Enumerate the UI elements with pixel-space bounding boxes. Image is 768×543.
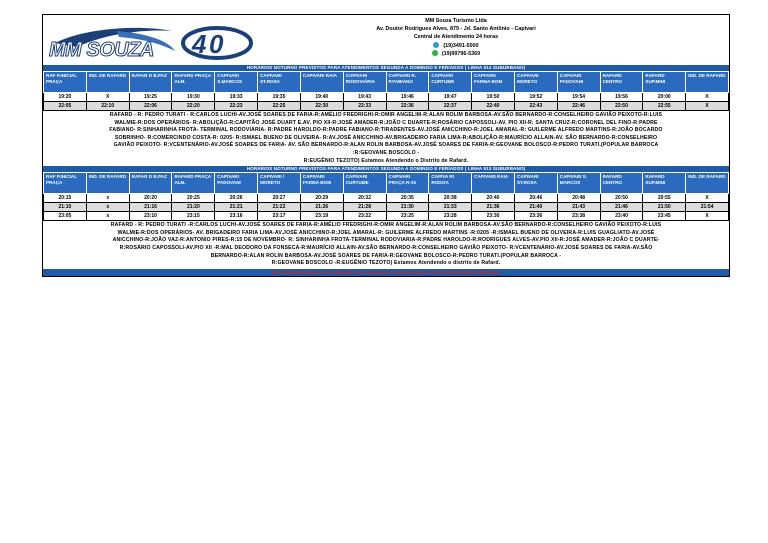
time-cell: 22:46 bbox=[557, 102, 600, 111]
service-hours: Central de Atendimento 24 horas bbox=[413, 34, 499, 41]
table-row bbox=[44, 212, 729, 221]
time-cell: 23:28 bbox=[429, 212, 472, 221]
time-cell: 23:30 bbox=[472, 212, 515, 221]
route-line: GAVIÃO PEIXOTO- R:VCENTENÁRIO-AV.JOSÉ SOARES DE FARIA- AV. SÃO BERNARDO-R:ALAN ROLIN BARBOSA-AV.JOSÉ SOARES DE FARIA-R:GEOVANE BOLOSCO-R:PEDRO TURATI.(POPULAR BARROCA bbox=[113, 142, 659, 149]
brand-name: MM SOUZA bbox=[49, 39, 154, 61]
route-line: R:GEOVANE BOSCOLO -R:EUGÊNIO TEZOTO) Estamos Atendendo o distrito de Rafard. bbox=[271, 260, 501, 267]
time-cell: 22:30 bbox=[300, 102, 343, 111]
time-cell: 20:55 bbox=[643, 194, 686, 203]
time-cell: 21:36 bbox=[472, 203, 515, 212]
time-cell: 23:25 bbox=[386, 212, 429, 221]
time-cell: 23:45 bbox=[643, 212, 686, 221]
time-cell: 20:26 bbox=[215, 194, 258, 203]
time-cell: 23:19 bbox=[300, 212, 343, 221]
time-cell: 21:50 bbox=[643, 203, 686, 212]
time-cell: 23:16 bbox=[215, 212, 258, 221]
time-cell: 19:20 bbox=[44, 93, 87, 102]
column-header: CAPIVARI ST.ROSA bbox=[514, 173, 557, 194]
time-cell: 20:35 bbox=[386, 194, 429, 203]
column-header: IND. DE RAFARD bbox=[686, 72, 729, 93]
time-cell: 23:17 bbox=[258, 212, 301, 221]
time-cell: 21:54 bbox=[686, 203, 729, 212]
svg-text:0: 0 bbox=[209, 29, 224, 59]
route-line: SOBRINHO- R:COMERCINDO COSTA-R: 0205- R:ISMAEL BUENO DE OLIVEIRA- R:AV.JOSÉ ANICCHINO-AV.BRIGADEIRO FARIA LIMA-R:ABOLIÇÃO-R:MAURÍCIO ALLAIN-AV. SÃO BERNARDO-R:CONSELHEIRO bbox=[114, 134, 658, 141]
route-line: RAFARD - R: PEDRO TURATI -R:CARLOS LUCHI-AV.JOSÉ SOARES DE FARIA-R:AMÉLIO FREDRIGHI-R:OMIR ANGELIM-R:ALAN ROLIM BARBOSA-AV.SÃO BERNARDO-R:CONSELHEIRO GAVIÃO PEIXOTO-R:LUIS bbox=[110, 222, 662, 229]
company-address: Av. Doutor Rodrigues Alves, 879 - Jd. Santo Antônio - Capivari bbox=[376, 26, 536, 33]
time-cell: 19:40 bbox=[300, 93, 343, 102]
column-header: CAPIVA RI RODOV. bbox=[429, 173, 472, 194]
time-cell: 21:26 bbox=[300, 203, 343, 212]
time-cell: 22:23 bbox=[215, 102, 258, 111]
column-header: CAPIVARI PRAÇA R-15 bbox=[386, 173, 429, 194]
table-row bbox=[44, 203, 729, 212]
route-line: FABIANO- R:SINHARINHA FROTA- TERMINAL RODOVIARIA- R:PADRE HAROLDO-R:PADRE FABIANO-R:TIRADENTES-AV.JOSÉ ANICCHINO-R:JOEL AMARAL-R: GUILERME ALFREDO MARTINS-R:JOÃO BOCARDO bbox=[109, 127, 663, 134]
column-header: RAFAR D B.PAZ bbox=[129, 72, 172, 93]
time-cell: 19:56 bbox=[600, 93, 643, 102]
time-cell: 19:33 bbox=[215, 93, 258, 102]
column-header: RAFARD SUP.MINI bbox=[643, 72, 686, 93]
column-header: IND. DE RAFARD bbox=[86, 173, 129, 194]
table-row bbox=[44, 102, 729, 111]
time-cell: 20:29 bbox=[300, 194, 343, 203]
time-cell: 21:43 bbox=[557, 203, 600, 212]
route-line: WALMIE-R:DOS OPERÁRIOS- R:ABOLIÇÃO-R:CAPITÃO JOSÉ DUART E.AV. PIO XII-R:JOSÉ AMADER-R:JOÃO C DUARTE-R:ROSÁRIO CAPOSSOLI-AV. PIO XII-R: SANTA CRUZ-R:CORONEL DEL FINO-R:PADRE bbox=[114, 119, 658, 126]
time-cell: 20:20 bbox=[129, 194, 172, 203]
column-header: RAFARD PRAÇA ALM. bbox=[172, 72, 215, 93]
whatsapp-number: (19)99796-5369 bbox=[441, 50, 481, 57]
time-cell: 22:36 bbox=[386, 102, 429, 111]
time-cell: 23:22 bbox=[343, 212, 386, 221]
table-row bbox=[44, 93, 729, 102]
section1-title: HORÁRIOS NOTURNO PREVISTOS PARA ATENDIMENTOS SEGUNDA A DOMINGO E FERIADOS ( LINHA 514 SUBURBANO) bbox=[43, 65, 729, 71]
time-cell: 21:46 bbox=[600, 203, 643, 212]
time-cell: x bbox=[86, 194, 129, 203]
whatsapp-icon bbox=[432, 50, 438, 56]
document-header bbox=[43, 15, 729, 65]
time-cell: 21:16 bbox=[129, 203, 172, 212]
time-cell: 22:06 bbox=[129, 102, 172, 111]
route-line: RAFARD - R: PEDRO TURATI - R:CARLOS LUCHI-AV.JOSÉ SOARES DE FARIA-R:AMÉLIO FREDRIGHI-R:OMIR ANGELIM-R:ALAN ROLIM BARBOSA-AV.SÃO BERNARDO-R:CONSELHEIRO GAVIÃO PEIXOTO-R:LUIS bbox=[109, 112, 663, 118]
time-cell: x bbox=[86, 203, 129, 212]
route-line: ANICCHINO-R:JOÃO VAZ-R:ANTONIO PIRES-R:15 DE NOVEMBRO- R: SINHARINHA FROTA-TERMINAL RODOVIARIA-R:PADRE HAROLDO-R:RODRIGUES ALVES-AV.PIO XII-R:JOSÉ AMADER-R:JOÃO C DUARTE- bbox=[112, 237, 660, 244]
time-cell: 19:46 bbox=[386, 93, 429, 102]
route-line: :R:GEOVANE BOSCOLO - bbox=[352, 149, 420, 156]
time-cell: X bbox=[686, 93, 729, 102]
column-header: CAPIVARI FARMA BOM bbox=[300, 173, 343, 194]
time-cell: 20:25 bbox=[172, 194, 215, 203]
section2-title: HORÁRIOS NOTURNO PREVISTOS PARA ATENDIMENTOS SEGUNDA A DOMINGO E FERIADOS ( LINHA 513 SUBURBANO) bbox=[43, 166, 729, 172]
phone-line bbox=[303, 42, 609, 50]
column-header: RAFARD CENTRO bbox=[600, 72, 643, 93]
column-header: RAFARD SUP.MINI bbox=[643, 173, 686, 194]
phone-number: (19)3491-5000 bbox=[443, 42, 479, 49]
route-line: R:EUGÊNIO TEZOTO) Estamos Atendendo o Distrito de Rafard. bbox=[303, 157, 469, 164]
time-cell: 20:40 bbox=[472, 194, 515, 203]
time-cell: 23:10 bbox=[129, 212, 172, 221]
svg-text:4: 4 bbox=[192, 29, 207, 59]
column-header: CAPIVARI ST.ROSA bbox=[258, 72, 301, 93]
time-cell: 19:25 bbox=[129, 93, 172, 102]
time-cell: 23:40 bbox=[600, 212, 643, 221]
time-cell: 20:32 bbox=[343, 194, 386, 203]
column-header: RAF P.INICIAL PRAÇA bbox=[44, 173, 87, 194]
column-header: CAPIVARI PADOVANI bbox=[557, 72, 600, 93]
time-cell: 19:30 bbox=[172, 93, 215, 102]
route-description-514 bbox=[43, 111, 729, 166]
company-name: MM Souza Turismo Ltda bbox=[425, 18, 487, 24]
time-cell: 20:00 bbox=[643, 93, 686, 102]
time-cell: 22:37 bbox=[429, 102, 472, 111]
time-cell: 22:10 bbox=[86, 102, 129, 111]
time-cell: X bbox=[686, 212, 729, 221]
company-logo bbox=[47, 21, 307, 63]
schedule-table-513 bbox=[43, 172, 729, 221]
time-cell: 20:48 bbox=[557, 194, 600, 203]
time-cell: 22:20 bbox=[172, 102, 215, 111]
column-header: CAPIVARI R. P.FABIANO bbox=[386, 72, 429, 93]
time-cell: 21:20 bbox=[172, 203, 215, 212]
time-cell: 22:25 bbox=[258, 102, 301, 111]
time-cell: 20:50 bbox=[600, 194, 643, 203]
time-cell: 20:15 bbox=[44, 194, 87, 203]
time-cell: 21:10 bbox=[44, 203, 87, 212]
time-cell: 20:38 bbox=[429, 194, 472, 203]
column-header: CAPIVARI FARMA BOM bbox=[472, 72, 515, 93]
table-row bbox=[44, 194, 729, 203]
time-cell: 19:52 bbox=[514, 93, 557, 102]
time-cell: 22:40 bbox=[472, 102, 515, 111]
route-line: WALMIE-R:DOS OPERÁRIOS- AV. BRIGADEIRO FARIA LIMA-AV.JOSÉ ANICCHINO-R:JOEL AMARAL-R: GUILERME ALFREDO MARTINS -R:0205 -R:ISMAEL BUENO DE OLIVEIRA-R:LUIS GUAGLIATO-AV.JOSÉ bbox=[117, 229, 655, 236]
column-header: IND. DE RAFARD bbox=[686, 173, 729, 194]
time-cell: X bbox=[686, 194, 729, 203]
time-cell: X bbox=[686, 102, 729, 111]
time-cell: 22:50 bbox=[600, 102, 643, 111]
column-header: CAPIVARI CURTUME bbox=[429, 72, 472, 93]
column-header: RAF P.INICIAL PRAÇA bbox=[44, 72, 87, 93]
column-header: RAFARD PRAÇA ALM. bbox=[172, 173, 215, 194]
time-cell: 20:46 bbox=[514, 194, 557, 203]
time-cell: 22:33 bbox=[343, 102, 386, 111]
column-header: CAPIVARI MORETO bbox=[514, 72, 557, 93]
column-header: CAPIVARI CURTUME bbox=[343, 173, 386, 194]
time-cell: 23:36 bbox=[514, 212, 557, 221]
time-cell: 21:22 bbox=[258, 203, 301, 212]
column-header: RAFAR D B.PAZ bbox=[129, 173, 172, 194]
column-header: IND. DE RAFARD bbox=[86, 72, 129, 93]
column-header: CAPIVARI / MORETO bbox=[258, 173, 301, 194]
time-cell: 19:35 bbox=[258, 93, 301, 102]
time-cell: 22:05 bbox=[44, 102, 87, 111]
route-line: BERNARDO-R:ALAN ROLIN BARBOSA-AV.JOSÉ SOARES DE FARIA-R:GEOVANE BOLOSCO-R:PEDRO TURATI.(POPULAR BARROCA - bbox=[210, 252, 562, 259]
time-cell: 23:05 bbox=[44, 212, 87, 221]
time-cell: 19:43 bbox=[343, 93, 386, 102]
column-header: RAFARD CENTRO bbox=[600, 173, 643, 194]
time-cell: 21:21 bbox=[215, 203, 258, 212]
time-cell: 19:54 bbox=[557, 93, 600, 102]
time-cell: 21:33 bbox=[429, 203, 472, 212]
column-header: CAPIVARI S.MARCOS bbox=[215, 72, 258, 93]
route-line: R:ROSÁRIO CAPOSSOLI-AV.PIO XII -R:MAL DEODORO DA FONSECA-R:MAURÍCIO ALLAIN-AV.SÃO BERNARDO-R:CONSELHEIRO GAVIÃO PEIXOTO- R:VCENTENÁRIO-AV.JOSÉ SOARES DE FARIA-AV.SÃO bbox=[119, 244, 653, 251]
time-cell: 21:30 bbox=[386, 203, 429, 212]
footer-notice: Este informativo poderá sofrer alterações sem aviso prévio. Consulte sempre a Central de Atendimento MM Souza. bbox=[43, 269, 729, 276]
time-cell: 22:43 bbox=[514, 102, 557, 111]
time-cell: 19:50 bbox=[472, 93, 515, 102]
company-info bbox=[303, 17, 609, 58]
time-cell: 22:55 bbox=[643, 102, 686, 111]
time-cell: 20:27 bbox=[258, 194, 301, 203]
time-cell: 21:40 bbox=[514, 203, 557, 212]
phone-icon bbox=[433, 42, 439, 48]
time-cell: 19:47 bbox=[429, 93, 472, 102]
column-header: CAPIVARI S. MARCOS bbox=[557, 173, 600, 194]
route-description-513 bbox=[43, 221, 729, 269]
time-cell: X bbox=[86, 93, 129, 102]
schedule-table-514 bbox=[43, 71, 729, 111]
time-cell: x bbox=[86, 212, 129, 221]
column-header: CAPIVARI RODOVIÁRIA bbox=[343, 72, 386, 93]
column-header: CAPIVARI RAIA bbox=[472, 173, 515, 194]
time-cell: 23:38 bbox=[557, 212, 600, 221]
time-cell: 21:28 bbox=[343, 203, 386, 212]
whatsapp-line bbox=[303, 50, 609, 58]
column-header: CAPIVARI RAIA bbox=[300, 72, 343, 93]
time-cell: 23:15 bbox=[172, 212, 215, 221]
schedule-sheet bbox=[42, 14, 730, 277]
column-header: CAPIVARI PADOVANI bbox=[215, 173, 258, 194]
